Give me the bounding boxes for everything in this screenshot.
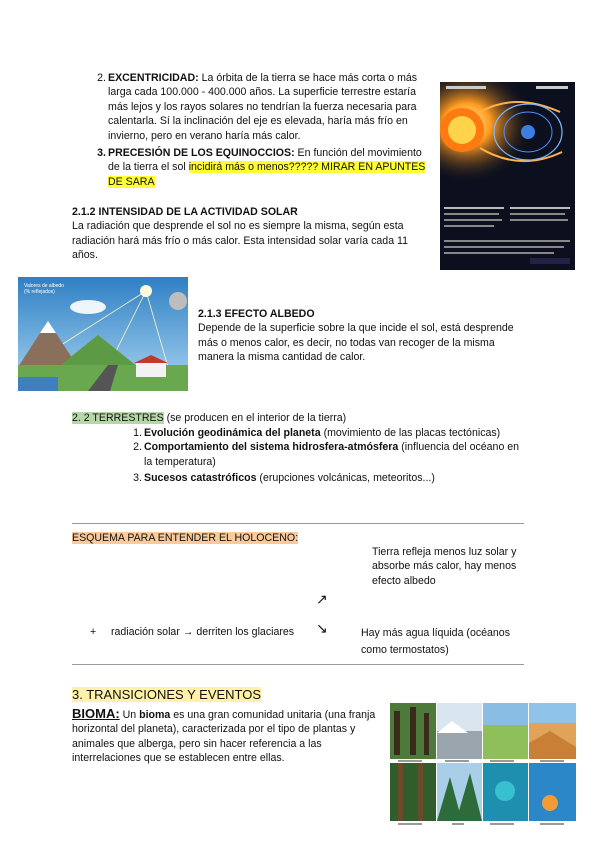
list-number: 2. [97,72,106,84]
albedo-caption: Valores de albedo (% reflejados) [24,283,64,295]
section-2-1-2 [72,205,428,263]
highlighted-note: incidirá más o menos????? MIRAR EN APUNTES DE SARA [108,161,426,188]
bioma-text-end: es una gran comunidad unitaria (una franja horizontal del planeta), caracterizada por el tipo de plantas y animales que alberga, pero sin hacer referencia a las interrelaciones que se establecen entre ellas. [72,709,376,765]
bioma-text-start: Un [122,709,137,721]
arrow-up-right-icon: ↗ [316,591,328,607]
divider-line [72,664,524,665]
list-number: 2. [133,441,142,454]
scheme-title [72,531,298,545]
list-item-title: Comportamiento del sistema hidrosfera-atmósfera [144,441,399,454]
section-paragraph: La radiación que desprende el sol no es siempre la misma, según esta radiación hará más frío o más calor. Esta intensidad solar varía cada 11 años. [72,220,409,262]
section-2-1-3 [198,307,522,365]
section-3-title [72,687,261,703]
scheme-lower-result: Hay más agua líquida (océanos como termostatos) [361,627,510,656]
magnetosphere-infographic-image [440,82,575,270]
scheme-upper-result: Tierra refleja menos luz solar y absorbe más calor, hay menos efecto albedo [372,546,517,587]
bioma-paragraph [72,707,384,766]
list-item-text: En función del movimiento de la tierra el sol [108,147,422,174]
list-item-text: (movimiento de las placas tectónicas) [323,427,501,439]
list-item-text: (influencia del océano en la temperatura) [144,441,520,468]
section-paragraph: Depende de la superficie sobre la que incide el sol, está desprende más o menos calor, es decir, no todas van recoger de la misma manera la misma cantidad de calor. [198,322,514,364]
list-item [133,471,524,485]
biomes-collage-image [390,703,576,827]
section-heading: 2.1.2 INTENSIDAD DE LA ACTIVIDAD SOLAR [72,206,298,218]
list-number: 1. [133,427,142,439]
list-item-text: (erupciones volcánicas, meteoritos...) [259,472,435,485]
divider-line [72,523,524,524]
scheme-heading: ESQUEMA PARA ENTENDER EL HOLOCENO: [72,532,299,544]
section-heading: 2.1.3 EFECTO ALBEDO [198,308,315,320]
list-item-title: Sucesos catastróficos [144,472,257,485]
list-number: 3. [97,147,106,159]
list-number: 3. [133,472,142,485]
list-item-text: La órbita de la tierra se hace más corta o más larga cada 100.000 - 400.000 años. La superficie terrestre estaría más lejos y los rayos solares no tendrían la fuerza necesaria para calentarla. Sí la inclinación del eje es elevada, haría más frío en invierno, pero en verano haría más calor. [108,72,418,142]
albedo-illustration-image [18,277,188,391]
section-heading: 2. 2 TERRESTRES [72,412,164,424]
scheme-cause [90,625,294,639]
section-heading: 3. TRANSICIONES Y EVENTOS [72,687,262,702]
bullet-icon: + [90,626,97,638]
list-item [133,440,524,469]
list-item-title: PRECESIÓN DE LOS EQUINOCCIOS: [108,147,295,159]
list-item-excentricidad [97,71,426,143]
list-item [133,426,524,440]
list-item-title: Evolución geodinámica del planeta [144,427,321,439]
bioma-label: BIOMA: [72,706,120,721]
terrestres-list [133,426,524,486]
cause-text: radiación solar → derriten los glaciares [110,626,295,638]
section-2-2 [72,411,532,425]
bioma-keyword: bioma [139,709,171,721]
list-item-title: EXCENTRICIDAD: [108,72,199,84]
arrow-down-right-icon: ↘ [316,620,328,636]
list-item-precesion [97,146,426,189]
section-subtitle: (se producen en el interior de la tierra) [166,412,347,424]
